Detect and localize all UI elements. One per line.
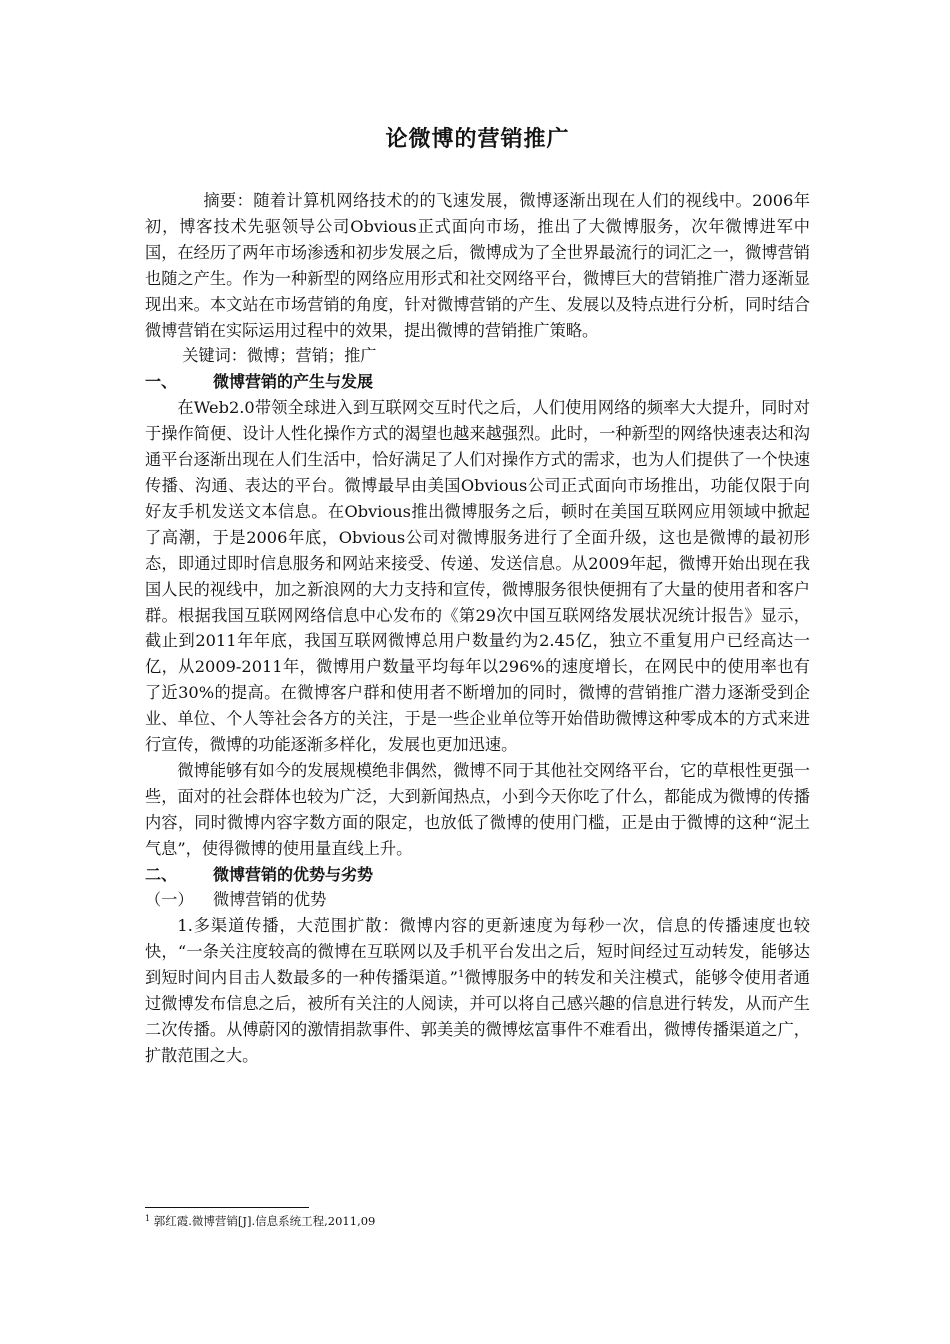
subsection-title: 微博营销的优势: [213, 890, 327, 910]
footnote-mark: 1: [145, 1214, 151, 1223]
section-heading-2: [145, 862, 810, 888]
paragraph-text: 微博服务中的转发和关注模式，能够令使用者通过微博发布信息之后，被所有关注的人阅读，并可以将自己感兴趣的信息进行转发，从而产生二次传播。从傅蔚冈的激情捐款事件、郭美美的微博炫富事件不难看出，微博传播渠道之广，扩散范围之大。: [145, 968, 810, 1065]
document-body: [145, 188, 810, 1069]
section-title: 微博营销的优势与劣势: [213, 864, 374, 884]
section-title: 微博营销的产生与发展: [213, 372, 374, 392]
section-number: 一、: [145, 372, 178, 392]
footnote: [145, 1213, 375, 1229]
paragraph-text: 1.多渠道传播，大范围扩散：微博内容的更新速度为每秒一次，信息的传播速度也较快，“一条关注度较高的微博在互联网以及手机平台发出之后，短时间经过互动转发，能够达到短时间内目击人数最多的一种传播渠道。”: [145, 916, 810, 988]
body-paragraph: 微博能够有如今的发展规模绝非偶然，微博不同于其他社交网络平台，它的草根性更强一些，面对的社会群体也较为广泛，大到新闻热点，小到今天你吃了什么，都能成为微博的传播内容，同时微博内容字数方面的限定，也放低了微博的使用门槛，正是由于微博的这种“泥土气息”，使得微博的使用量直线上升。: [145, 760, 810, 858]
keywords-line: 关键词：微博；营销；推广: [182, 346, 377, 366]
subsection-number: （一）: [145, 890, 194, 910]
abstract-paragraph: 摘要：随着计算机网络技术的的飞速发展，微博逐渐出现在人们的视线中。2006年初，博客技术先驱领导公司Obvious正式面向市场，推出了大微博服务，次年微博进军中国，在经历了两年市场渗透和初步发展之后，微博成为了全世界最流行的词汇之一，微博营销也随之产生。作为一种新型的网络应用形式和社交网络平台，微博巨大的营销推广潜力逐渐显现出来。本文站在市场营销的角度，针对微博营销的产生、发展以及特点进行分析，同时结合微博营销在实际运用过程中的效果，提出微博的营销推广策略。: [145, 191, 810, 340]
footnote-text: 郭红霞.微博营销[J].信息系统工程,2011,09: [153, 1214, 376, 1228]
page-title: 论微博的营销推广: [385, 127, 570, 152]
section-number: 二、: [145, 864, 178, 884]
body-paragraph: 在Web2.0带领全球进入到互联网交互时代之后，人们使用网络的频率大大提升，同时对于操作简便、设计人性化操作方式的渴望也越来越强烈。此时，一种新型的网络快速表达和沟通平台逐渐出现在人们生活中，恰好满足了人们对操作方式的需求，也为人们提供了一个快速传播、沟通、表达的平台。微博最早由美国Obvious公司正式面向市场推出，功能仅限于向好友手机发送文本信息。在Obvious推出微博服务之后，顿时在美国互联网应用领域中掀起了高潮，于是2006年底，Obvious公司对微博服务进行了全面升级，这也是微博的最初形态，即通过即时信息服务和网站来接受、传递、发送信息。从2009年起，微博开始出现在我国人民的视线中，加之新浪网的大力支持和宣传，微博服务很快便拥有了大量的使用者和客户群。根据我国互联网网络信息中心发布的《第29次中国互联网络发展状况统计报告》显示，截止到2011年年底，我国互联网微博总用户数量约为2.45亿，独立不重复用户已经高达一亿，从2009-2011年，微博用户数量平均每年以296%的速度增长，在网民中的使用率也有了近30%的提高。在微博客户群和使用者不断增加的同时，微博的营销推广潜力逐渐受到企业、单位、个人等社会各方的关注，于是一些企业单位等开始借助微博这种零成本的方式来进行宣传，微博的功能逐渐多样化，发展也更加迅速。: [145, 398, 810, 755]
body-paragraph: [145, 913, 810, 1068]
footnote-reference[interactable]: 1: [457, 969, 465, 981]
section-heading-1: [145, 369, 810, 395]
subsection-heading: [145, 887, 810, 913]
footnote-separator: [145, 1207, 309, 1208]
